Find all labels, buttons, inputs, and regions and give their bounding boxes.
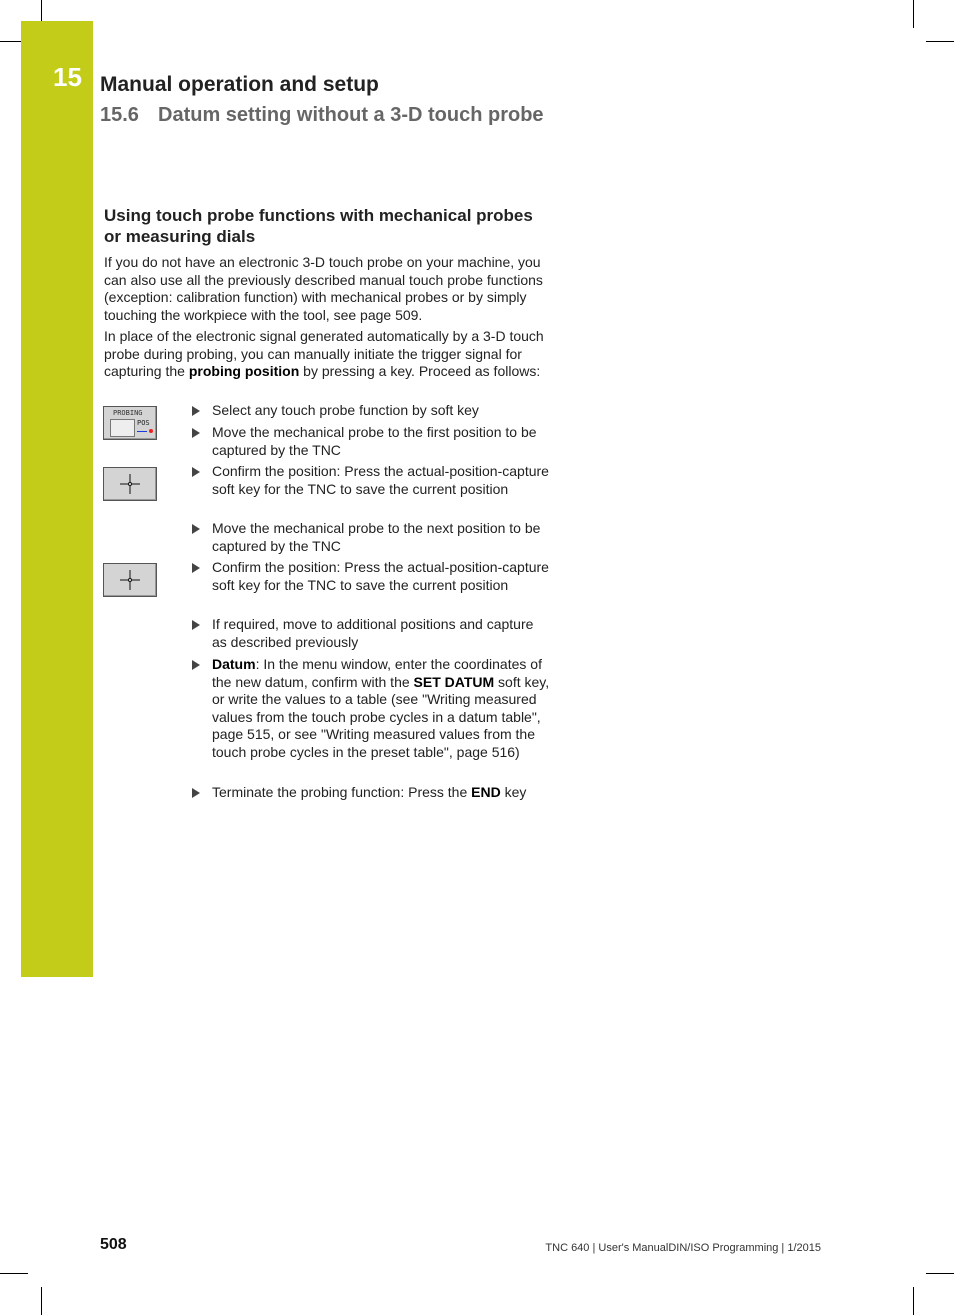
page-number: 508 (100, 1236, 127, 1253)
probing-pos-softkey (103, 406, 157, 440)
paragraph: If you do not have an electronic 3-D touch probe on your machine, you can also use all the previously described manual touch probe functions (exception: calibration function) with mechanical probes or by simply touching the workpiece with the tool, see page 509. (104, 254, 543, 323)
crosshair-icon (104, 468, 156, 500)
step-item (192, 463, 552, 498)
step-item (192, 656, 552, 762)
arrow-bullet-icon (192, 788, 200, 798)
capture-position-softkey (103, 563, 157, 597)
step-text (212, 656, 552, 762)
softkey-sublabel: POS (137, 419, 150, 427)
input-box-icon (110, 419, 135, 437)
step-text: Confirm the position: Press the actual-position-capture soft key for the TNC to save the current position (212, 463, 549, 497)
subsection-heading: Using touch probe functions with mechanical probes or measuring dials (104, 206, 533, 246)
text: : In the menu window, enter the coordinates of the new datum, confirm with the (212, 656, 542, 690)
arrow-bullet-icon (192, 524, 200, 534)
step-text: Move the mechanical probe to the first position to be captured by the TNC (212, 424, 537, 458)
crop-mark (926, 41, 954, 42)
section-title-text: Datum setting without a 3-D touch probe (158, 104, 544, 126)
arrow-bullet-icon (192, 428, 200, 438)
footer-text: TNC 640 | User's ManualDIN/ISO Programming | 1/2015 (545, 1242, 821, 1254)
arrow-left-icon (137, 431, 147, 432)
step-text: Select any touch probe function by soft key (212, 402, 479, 418)
bold-term: Datum (212, 656, 256, 672)
arrow-bullet-icon (192, 563, 200, 573)
step-item (192, 784, 572, 802)
bold-term: probing position (188, 363, 300, 380)
text: soft key, or write the values to a table (see "Writing measured values from the touch probe cycles in a datum table", page 515, or see "Writing measured values from the touch probe cycles in the preset table", page 516) (212, 673, 550, 760)
paragraph (104, 328, 544, 381)
crop-mark (926, 1273, 954, 1274)
step-item (192, 402, 552, 420)
crop-mark (0, 1273, 28, 1274)
chapter-tab-bar (21, 21, 93, 977)
text: Terminate the probing function: Press the (212, 784, 472, 800)
section-title (100, 104, 544, 127)
step-item (192, 520, 552, 555)
chapter-title: Manual operation and setup (100, 73, 379, 96)
softkey-label: PROBING (113, 409, 143, 417)
bold-term: END (471, 784, 501, 800)
crop-mark (913, 0, 914, 28)
arrow-bullet-icon (192, 620, 200, 630)
capture-position-softkey (103, 467, 157, 501)
step-text: Move the mechanical probe to the next position to be captured by the TNC (212, 520, 541, 554)
crop-mark (913, 1287, 914, 1315)
chapter-number: 15 (53, 62, 82, 92)
arrow-bullet-icon (192, 467, 200, 477)
step-text: If required, move to additional positions and capture as described previously (212, 616, 534, 650)
text: by pressing a key. Proceed as follows: (299, 363, 541, 380)
crop-mark (41, 1287, 42, 1315)
text: key (500, 784, 527, 800)
crosshair-icon (104, 564, 156, 596)
step-text: Confirm the position: Press the actual-position-capture soft key for the TNC to save the current position (212, 559, 549, 593)
text: In place of the electronic signal generated automatically by a 3-D touch probe during probing, you can manually initiate the trigger signal for capturing the (104, 328, 544, 380)
arrow-bullet-icon (192, 406, 200, 416)
bold-term: SET DATUM (413, 673, 495, 690)
step-item (192, 424, 552, 459)
red-dot-icon (149, 429, 153, 433)
step-text (212, 784, 572, 802)
crop-mark (41, 0, 42, 21)
step-item (192, 559, 552, 594)
arrow-bullet-icon (192, 660, 200, 670)
section-number: 15.6 (100, 104, 139, 126)
crop-mark (0, 41, 21, 42)
step-item (192, 616, 552, 651)
